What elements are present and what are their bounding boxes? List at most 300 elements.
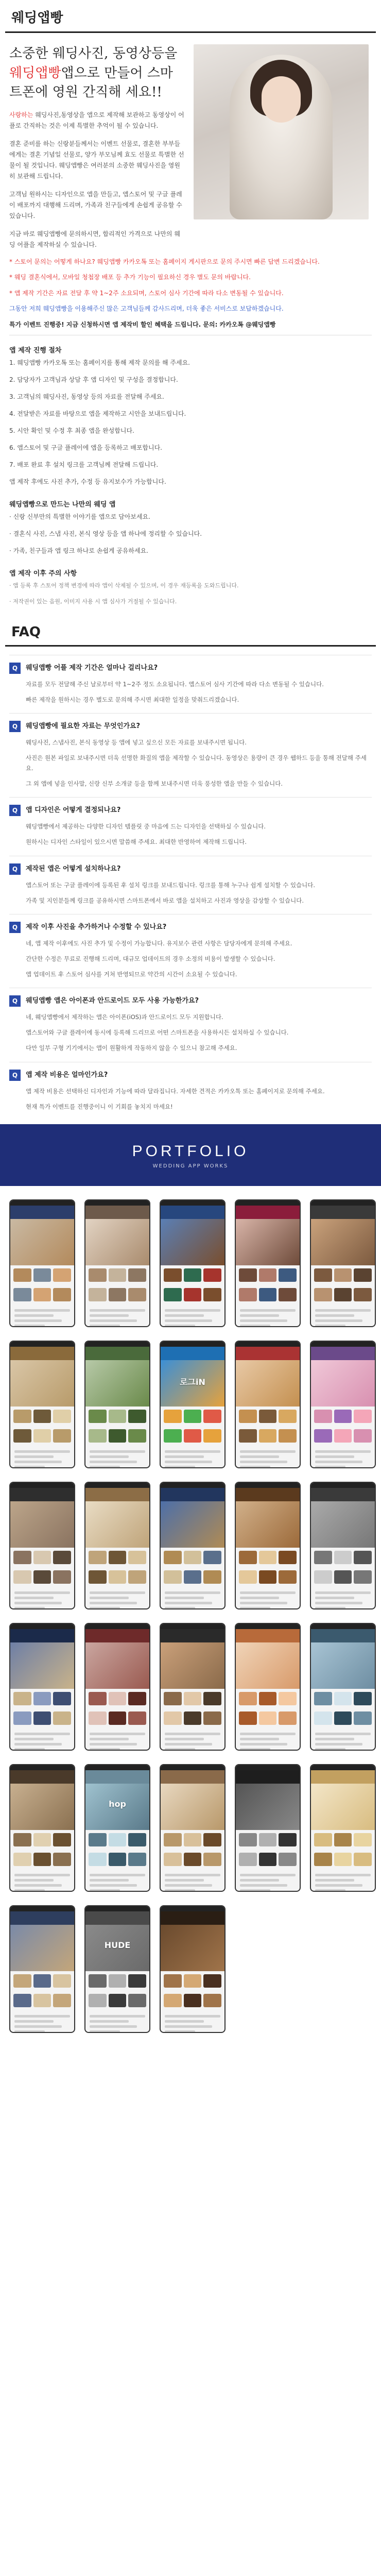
app-tile	[53, 1551, 71, 1564]
app-tile	[13, 1974, 31, 1988]
phone-status-bar	[236, 1624, 300, 1629]
portfolio-app-thumbnail[interactable]	[310, 1341, 376, 1468]
app-tile-row	[10, 1991, 74, 2010]
app-tile	[279, 1711, 297, 1725]
faq-list	[0, 655, 381, 1112]
app-tile	[109, 1429, 127, 1443]
portfolio-app-thumbnail[interactable]	[235, 1623, 301, 1751]
app-tile	[354, 1288, 372, 1301]
app-header-bar	[10, 1911, 74, 1925]
app-tile	[13, 1551, 31, 1564]
caution-line: · 저작권이 있는 음원, 이미지 사용 시 앱 심사가 거절될 수 있습니다.	[9, 598, 177, 605]
app-header-bar	[236, 1347, 300, 1360]
portfolio-banner	[0, 1124, 381, 1186]
notice-line-2: * 웨딩 결혼식에서, 모바일 청첩장 배포 등 추가 기능이 필요하신 경우 별도 문의 바랍니다.	[9, 274, 251, 281]
app-tile	[13, 1570, 31, 1584]
phone-status-bar	[161, 1624, 224, 1629]
portfolio-app-thumbnail[interactable]	[9, 1623, 75, 1751]
app-text-lines	[85, 1446, 149, 1468]
notice-event: 특가 이벤트 진행중! 지금 신청하시면 앱 제작비 할인 혜택을 드립니다. 문의: 카카오톡 @웨딩앱빵	[9, 320, 276, 328]
faq-answer	[9, 674, 372, 705]
app-tile	[33, 1974, 51, 1988]
app-tile	[128, 1570, 146, 1584]
app-tile	[203, 1994, 221, 2007]
portfolio-app-thumbnail[interactable]	[160, 1199, 226, 1327]
portfolio-app-thumbnail[interactable]	[310, 1764, 376, 1892]
phone-status-bar	[10, 1624, 74, 1629]
app-tile	[334, 1429, 352, 1443]
app-tile-row	[161, 1971, 224, 1991]
app-tile	[109, 1711, 127, 1725]
portfolio-app-thumbnail[interactable]	[235, 1764, 301, 1892]
app-tile	[128, 1994, 146, 2007]
app-tile	[314, 1268, 332, 1282]
app-tile	[128, 1974, 146, 1988]
app-tile	[279, 1551, 297, 1564]
app-tile	[239, 1692, 257, 1705]
app-tile	[13, 1288, 31, 1301]
app-tile	[184, 1410, 202, 1423]
faq-item[interactable]	[9, 856, 372, 906]
app-hero-image	[85, 1501, 149, 1548]
faq-answer-text: 웨딩앱빵에서 제공하는 다양한 디자인 템플릿 중 마음에 드는 디자인을 선택하실 수 있습니다.	[26, 823, 266, 831]
app-tile-row	[85, 1971, 149, 1991]
phone-status-bar	[311, 1342, 375, 1347]
app-tile	[184, 1570, 202, 1584]
faq-question[interactable]	[9, 863, 372, 875]
app-hero-image	[161, 1219, 224, 1265]
app-tile	[53, 1833, 71, 1846]
app-tile	[13, 1410, 31, 1423]
app-tile	[203, 1288, 221, 1301]
process-line: 앱 제작 후에도 사진 추가, 수정 등 유지보수가 가능합니다.	[9, 478, 166, 486]
app-tile	[203, 1429, 221, 1443]
app-hero-image	[311, 1501, 375, 1548]
portfolio-subtitle: WEDDING APP WORKS	[152, 1163, 229, 1169]
app-tile	[33, 1288, 51, 1301]
portfolio-app-thumbnail[interactable]	[160, 1905, 226, 2033]
app-text-lines	[10, 1728, 74, 1751]
app-tile	[33, 1994, 51, 2007]
faq-item[interactable]	[9, 914, 372, 979]
phone-status-bar	[161, 1906, 224, 1911]
app-tile	[259, 1853, 277, 1866]
app-tile	[109, 1974, 127, 1988]
app-tile	[354, 1410, 372, 1423]
app-tile	[13, 1994, 31, 2007]
app-tile	[184, 1994, 202, 2007]
portfolio-app-thumbnail[interactable]	[160, 1623, 226, 1751]
app-tile	[334, 1410, 352, 1423]
app-tile	[109, 1288, 127, 1301]
app-tile	[354, 1833, 372, 1846]
q-badge-icon: Q	[9, 863, 21, 875]
feature-line: · 가족, 친구들과 앱 링크 하나로 손쉽게 공유하세요.	[9, 547, 148, 555]
notice-section	[0, 250, 381, 330]
app-hero-image	[161, 1925, 224, 1971]
app-tile	[13, 1853, 31, 1866]
app-tile	[259, 1429, 277, 1443]
app-text-lines	[161, 1587, 224, 1609]
app-tile	[203, 1410, 221, 1423]
faq-item[interactable]	[9, 713, 372, 789]
app-tile	[203, 1853, 221, 1866]
bride-face-shape	[262, 76, 301, 123]
portfolio-app-thumbnail[interactable]	[310, 1199, 376, 1327]
app-tile	[53, 1288, 71, 1301]
q-badge-icon: Q	[9, 805, 21, 816]
phone-status-bar	[10, 1765, 74, 1770]
app-tile	[314, 1288, 332, 1301]
notice-thanks: 그동안 저희 웨딩앱빵을 이용해주신 많은 고객님들께 감사드리며, 더욱 좋은 서비스로 보답하겠습니다.	[9, 305, 284, 313]
app-tile	[128, 1410, 146, 1423]
app-tile	[164, 1268, 182, 1282]
caution-line: · 앱 등록 후 스토어 정책 변경에 따라 앱이 삭제될 수 있으며, 이 경우 재등록을 도와드립니다.	[9, 582, 239, 589]
faq-question[interactable]	[9, 663, 372, 674]
app-header-bar	[85, 1206, 149, 1219]
app-tile-row	[85, 1548, 149, 1567]
app-hero-image	[161, 1642, 224, 1689]
portfolio-app-thumbnail[interactable]	[235, 1482, 301, 1609]
app-text-lines	[236, 1304, 300, 1327]
app-feature-heading: 웨딩앱빵으로 만드는 나만의 웨딩 앱	[9, 501, 116, 509]
app-tile	[89, 1570, 107, 1584]
app-tile-row	[85, 1689, 149, 1708]
app-tile	[203, 1268, 221, 1282]
faq-answer	[9, 875, 372, 906]
app-tile	[13, 1268, 31, 1282]
app-tile	[334, 1711, 352, 1725]
app-tile	[259, 1288, 277, 1301]
phone-status-bar	[236, 1483, 300, 1488]
app-tile	[164, 1288, 182, 1301]
app-tile	[89, 1410, 107, 1423]
app-text-lines	[85, 1304, 149, 1327]
portfolio-app-thumbnail[interactable]	[160, 1341, 226, 1468]
phone-status-bar	[311, 1200, 375, 1206]
app-tile-row	[85, 1265, 149, 1285]
app-header-bar	[236, 1206, 300, 1219]
app-tile	[334, 1570, 352, 1584]
intro-lead-1: 소중한 웨딩사진, 동영상등을	[9, 46, 178, 61]
app-hero-image	[311, 1642, 375, 1689]
app-tile	[33, 1711, 51, 1725]
app-tile-row	[85, 1406, 149, 1426]
faq-answer-text: 네, 앱 제작 이후에도 사진 추가 및 수정이 가능합니다. 유지보수 관련 사항은 담당자에게 문의해 주세요.	[26, 939, 292, 947]
app-hero-image	[161, 1784, 224, 1830]
portfolio-app-thumbnail[interactable]	[9, 1199, 75, 1327]
phone-status-bar	[85, 1906, 149, 1911]
app-tile	[13, 1692, 31, 1705]
app-tile-row	[161, 1830, 224, 1850]
phone-status-bar	[161, 1765, 224, 1770]
app-tile	[33, 1570, 51, 1584]
portfolio-app-thumbnail[interactable]	[84, 1623, 150, 1751]
app-text-lines	[161, 1304, 224, 1327]
app-header-bar	[10, 1206, 74, 1219]
app-hero-image	[236, 1642, 300, 1689]
app-text-lines	[161, 2010, 224, 2033]
portfolio-app-thumbnail[interactable]	[84, 1905, 150, 2033]
app-tile	[279, 1268, 297, 1282]
app-tile-row	[10, 1971, 74, 1991]
portfolio-app-thumbnail[interactable]	[310, 1623, 376, 1751]
faq-question[interactable]	[9, 922, 372, 933]
app-tile	[314, 1711, 332, 1725]
app-tile	[354, 1570, 372, 1584]
app-text-lines	[236, 1728, 300, 1751]
notice-line-3: * 앱 제작 기간은 자료 전달 후 약 1~2주 소요되며, 스토어 심사 기간에 따라 다소 변동될 수 있습니다.	[9, 289, 284, 297]
app-feature-lines	[0, 511, 381, 564]
app-tile-row	[236, 1708, 300, 1728]
app-header-bar	[161, 1629, 224, 1642]
app-header-bar	[85, 1770, 149, 1784]
phone-status-bar	[236, 1342, 300, 1347]
process-lines	[0, 357, 381, 495]
faq-answer	[9, 933, 372, 979]
portfolio-app-thumbnail[interactable]	[235, 1199, 301, 1327]
app-hero-image	[10, 1360, 74, 1406]
faq-title: FAQ	[5, 617, 376, 647]
app-hero-image	[85, 1360, 149, 1406]
app-tile	[109, 1833, 127, 1846]
app-hero-image	[10, 1642, 74, 1689]
feature-line: · 결혼식 사진, 스냅 사진, 본식 영상 등을 앱 하나에 정리할 수 있습니다.	[9, 530, 202, 538]
faq-question[interactable]	[9, 721, 372, 732]
app-hero-image	[236, 1501, 300, 1548]
app-tile	[53, 1268, 71, 1282]
app-tile	[314, 1692, 332, 1705]
app-tile-row	[311, 1850, 375, 1869]
app-tile	[203, 1711, 221, 1725]
faq-question-text: 제작 이후 사진을 추가하거나 수정할 수 있나요?	[26, 923, 167, 931]
app-tile	[259, 1833, 277, 1846]
phone-status-bar	[311, 1624, 375, 1629]
app-tile	[354, 1551, 372, 1564]
app-text-lines	[236, 1869, 300, 1892]
app-text-lines	[10, 1304, 74, 1327]
app-tile-row	[10, 1548, 74, 1567]
faq-answer-text: 사진은 원본 파일로 보내주시면 더욱 선명한 화질의 앱을 제작할 수 있습니다. 동영상은 용량이 큰 경우 웹하드 등을 통해 전달해 주세요.	[26, 754, 367, 772]
app-text-lines	[10, 1587, 74, 1609]
app-hero-image	[10, 1925, 74, 1971]
portfolio-app-thumbnail[interactable]	[84, 1482, 150, 1609]
app-tile	[89, 1853, 107, 1866]
portfolio-app-thumbnail[interactable]	[310, 1482, 376, 1609]
portfolio-app-thumbnail[interactable]	[160, 1482, 226, 1609]
faq-item[interactable]	[9, 655, 372, 705]
q-badge-icon: Q	[9, 1070, 21, 1081]
app-text-lines	[85, 2010, 149, 2033]
caution-lines	[0, 580, 381, 614]
phone-status-bar	[10, 1200, 74, 1206]
app-hero-image	[10, 1501, 74, 1548]
app-tile-row	[311, 1708, 375, 1728]
app-tile-row	[10, 1285, 74, 1304]
app-tile-row	[236, 1830, 300, 1850]
app-header-bar	[85, 1347, 149, 1360]
faq-question-text: 웨딩앱빵 어플 제작 기간은 얼마나 걸리나요?	[26, 664, 158, 672]
faq-answer-text: 앱 제작 비용은 선택하신 디자인과 기능에 따라 달라집니다. 자세한 견적은 카카오톡 또는 홈페이지로 문의해 주세요.	[26, 1087, 325, 1095]
app-header-bar	[161, 1911, 224, 1925]
app-hero-image	[85, 1219, 149, 1265]
app-tile	[128, 1429, 146, 1443]
process-line: 6. 앱스토어 및 구글 플레이에 앱을 등록하고 배포합니다.	[9, 444, 162, 452]
app-tile	[203, 1551, 221, 1564]
app-tile	[354, 1711, 372, 1725]
faq-question-text: 웨딩앱빵 앱은 아이폰과 안드로이드 모두 사용 가능한가요?	[26, 997, 199, 1005]
portfolio-app-thumbnail[interactable]	[160, 1764, 226, 1892]
intro-text	[9, 44, 184, 250]
app-tile	[259, 1268, 277, 1282]
app-tile	[239, 1429, 257, 1443]
faq-item[interactable]	[9, 797, 372, 847]
faq-answer-text: 네, 웨딩앱빵에서 제작하는 앱은 아이폰(iOS)과 안드로이드 모두 지원합니다.	[26, 1013, 223, 1021]
app-tile	[164, 1994, 182, 2007]
app-tile	[354, 1692, 372, 1705]
app-tile	[164, 1711, 182, 1725]
portfolio-app-thumbnail[interactable]	[9, 1482, 75, 1609]
app-text-lines	[311, 1869, 375, 1892]
app-tile	[109, 1410, 127, 1423]
intro-paragraph-4: 지금 바로 웨딩앱빵에 문의하시면, 합리적인 가격으로 나만의 웨딩 어플을 제작하실 수 있습니다.	[9, 230, 180, 249]
app-tile	[279, 1853, 297, 1866]
app-tile	[53, 1570, 71, 1584]
faq-answer	[9, 732, 372, 789]
app-tile	[334, 1268, 352, 1282]
intro-paragraph-2: 결혼 준비를 하는 신랑분들께서는 이벤트 선물로, 결혼한 부부들에게는 결혼 기념일 선물로, 양가 부모님께 효도 선물로 특별한 선물이 될 것입니다. 웨딩앱빵은 여러분의 소중한 웨딩사진을 영원히 보관해 드립니다.	[9, 140, 184, 180]
faq-question[interactable]	[9, 995, 372, 1007]
phone-status-bar	[85, 1483, 149, 1488]
app-tile	[33, 1268, 51, 1282]
app-hero-image	[161, 1501, 224, 1548]
app-header-bar	[10, 1347, 74, 1360]
phone-status-bar	[10, 1483, 74, 1488]
portfolio-app-thumbnail[interactable]	[9, 1341, 75, 1468]
phone-status-bar	[10, 1906, 74, 1911]
app-header-bar	[311, 1206, 375, 1219]
app-tile	[354, 1853, 372, 1866]
app-tile-row	[161, 1548, 224, 1567]
app-tile	[314, 1570, 332, 1584]
app-tile-row	[10, 1567, 74, 1587]
app-tile	[128, 1551, 146, 1564]
phone-status-bar	[85, 1342, 149, 1347]
app-tile	[89, 1692, 107, 1705]
app-tile	[184, 1853, 202, 1866]
portfolio-app-thumbnail[interactable]	[9, 1905, 75, 2033]
portfolio-app-thumbnail[interactable]	[84, 1341, 150, 1468]
app-tile	[184, 1268, 202, 1282]
app-tile-row	[236, 1406, 300, 1426]
faq-item[interactable]	[9, 1062, 372, 1112]
app-tile	[184, 1711, 202, 1725]
app-text-lines	[161, 1728, 224, 1751]
faq-answer-text: 현재 특가 이벤트를 진행중이니 이 기회를 놓치지 마세요!	[26, 1103, 173, 1110]
faq-question[interactable]	[9, 805, 372, 816]
faq-answer-text: 원하시는 디자인 스타일이 있으시면 말씀해 주세요. 최대한 반영하여 제작해 드립니다.	[26, 838, 247, 846]
app-header-bar	[85, 1488, 149, 1501]
app-tile	[109, 1551, 127, 1564]
portfolio-grid	[0, 1186, 381, 2033]
app-tile-row	[311, 1406, 375, 1426]
app-tile	[334, 1853, 352, 1866]
app-tile-row	[161, 1689, 224, 1708]
app-tile	[89, 1711, 107, 1725]
app-label: HUDE	[104, 1940, 131, 1950]
app-tile	[184, 1288, 202, 1301]
app-tile-row	[311, 1265, 375, 1285]
faq-question[interactable]	[9, 1070, 372, 1081]
faq-question-text: 제작된 앱은 어떻게 설치하나요?	[26, 865, 121, 873]
process-line: 1. 웨딩앱빵 카카오톡 또는 홈페이지를 통해 제작 문의를 해 주세요.	[9, 359, 190, 367]
app-tile	[354, 1429, 372, 1443]
app-text-lines	[311, 1304, 375, 1327]
app-tile	[89, 1288, 107, 1301]
app-header-bar	[10, 1770, 74, 1784]
portfolio-app-thumbnail[interactable]	[84, 1764, 150, 1892]
app-tile-row	[236, 1265, 300, 1285]
app-tile	[109, 1994, 127, 2007]
app-header-bar	[161, 1770, 224, 1784]
portfolio-app-thumbnail[interactable]	[84, 1199, 150, 1327]
app-tile	[203, 1692, 221, 1705]
app-tile	[164, 1853, 182, 1866]
app-tile	[314, 1853, 332, 1866]
app-header-bar	[10, 1488, 74, 1501]
app-header-bar	[161, 1347, 224, 1360]
q-badge-icon: Q	[9, 995, 21, 1007]
faq-answer	[9, 816, 372, 847]
app-tile	[184, 1551, 202, 1564]
app-header-bar	[161, 1206, 224, 1219]
app-tile-row	[10, 1689, 74, 1708]
app-tile	[203, 1833, 221, 1846]
app-tile	[164, 1551, 182, 1564]
app-tile	[109, 1268, 127, 1282]
faq-answer-text: 자료를 모두 전달해 주신 날로부터 약 1~2주 정도 소요됩니다. 앱스토어 심사 기간에 따라 다소 변동될 수 있습니다.	[26, 680, 324, 688]
portfolio-app-thumbnail[interactable]	[235, 1341, 301, 1468]
app-tile	[53, 1692, 71, 1705]
app-tile-row	[161, 1426, 224, 1446]
app-tile	[239, 1551, 257, 1564]
app-tile	[259, 1410, 277, 1423]
app-tile	[164, 1833, 182, 1846]
app-hero-image	[85, 1642, 149, 1689]
app-tile-row	[161, 1285, 224, 1304]
app-hero-image	[311, 1360, 375, 1406]
app-tile-row	[311, 1426, 375, 1446]
q-badge-icon: Q	[9, 663, 21, 674]
app-header-bar	[311, 1347, 375, 1360]
app-tile	[354, 1268, 372, 1282]
app-tile	[13, 1429, 31, 1443]
portfolio-app-thumbnail[interactable]	[9, 1764, 75, 1892]
app-tile	[279, 1570, 297, 1584]
phone-status-bar	[311, 1765, 375, 1770]
app-hero-image	[311, 1784, 375, 1830]
app-tile	[334, 1833, 352, 1846]
faq-item[interactable]	[9, 988, 372, 1053]
app-tile-row	[236, 1567, 300, 1587]
intro-paragraph-3: 고객님 원하시는 디자인으로 앱을 만들고, 앱스토어 및 구글 플레이 배포까지 대행해 드리며, 가족과 친구들에게 손쉽게 공유할 수 있습니다.	[9, 191, 182, 220]
app-tile	[279, 1833, 297, 1846]
app-tile-row	[10, 1830, 74, 1850]
app-header-bar	[236, 1770, 300, 1784]
phone-status-bar	[85, 1765, 149, 1770]
phone-status-bar	[85, 1200, 149, 1206]
app-tile-row	[85, 1285, 149, 1304]
